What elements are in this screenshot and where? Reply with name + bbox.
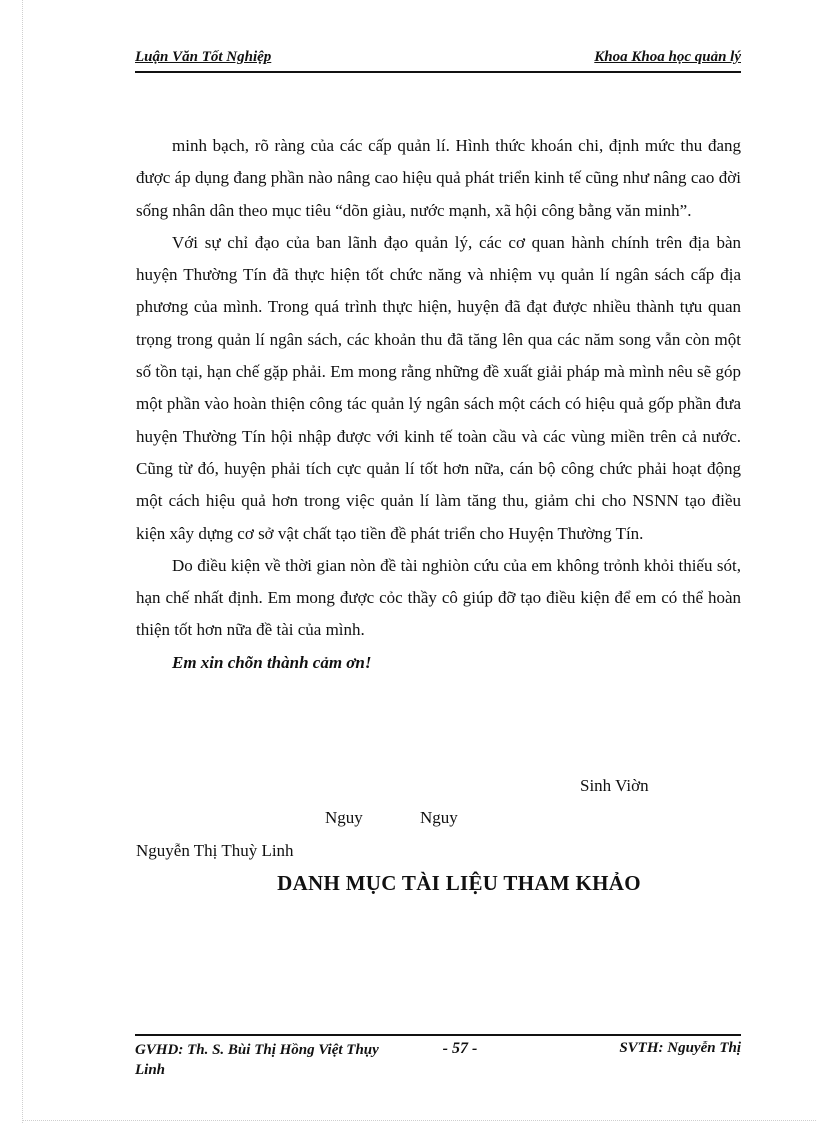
footer-advisor: GVHD: Th. S. Bùi Thị Hồng Việt Thụy Linh [135, 1042, 379, 1078]
signature-role: Sinh Viờn [580, 776, 649, 795]
header-left-title: Luận Văn Tốt Nghiệp [135, 49, 272, 65]
thanks-line: Em xin chõn thành cảm ơn! [172, 652, 372, 672]
body-paragraph-1: minh bạch, rõ ràng của các cấp quản lí. Hình thức khoán chi, định mức thu đang được áp dụng đang phần nào nâng cao hiệu quả phát triển kinh tế cũng như nâng cao đời sống nhân dân theo mục tiêu “dõn giàu, nước mạnh, xã hội công bằng văn minh”. [136, 136, 741, 220]
references-title: DANH MỤC TÀI LIỆU THAM KHẢO [277, 871, 641, 895]
body-paragraph-3: Do điều kiện về thời gian nòn đề tài nghiòn cứu của em không trỏnh khỏi thiếu sót, hạn chế nhất định. Em mong được cỏc thầy cô giúp đỡ tạo điều kiện để em có thể hoàn thiện tốt hơn nữa đề tài của mình. [136, 555, 741, 640]
header-right-title: Khoa Khoa học quản lý [594, 49, 741, 65]
page-footer [135, 1040, 741, 1080]
page-number: - 57 - [442, 1040, 478, 1057]
footer-rule [135, 1034, 741, 1036]
footer-student: SVTH: Nguyễn Thị [619, 1040, 741, 1056]
signature-name: Nguyễn Thị Thuỳ Linh [136, 841, 294, 860]
signature-fragment-2: Nguy [420, 808, 458, 827]
signature-fragment-1: Nguy [325, 808, 363, 827]
page-margin-guide [22, 0, 23, 1123]
page-header [135, 49, 741, 73]
page-bottom-guide [22, 1120, 816, 1121]
document-body [136, 130, 741, 679]
body-paragraph-2: Với sự chỉ đạo của ban lãnh đạo quản lý, các cơ quan hành chính trên địa bàn huyện Thường Tín đã thực hiện tốt chức năng và nhiệm vụ quản lí ngân sách cấp địa phương của mình. Trong quá trình thực hiện, huyện đã đạt được nhiều thành tựu quan trọng trong quản lí ngân sách, các khoản thu đã tăng lên qua các năm song vẫn còn một số tồn tại, hạn chế gặp phải. Em mong rằng những đề xuất giải pháp mà mình nêu sẽ góp một phần vào hoàn thiện công tác quản lý ngân sách một cách có hiệu quả gốp phần đưa huyện Thường Tín hội nhập được với kinh tế toàn cầu và các vùng miền trên cả nước. Cũng từ đó, huyện phải tích cực quản lí tốt hơn nữa, cán bộ công chức phải hoạt động một cách hiệu quả hơn trong việc quản lí làm tăng thu, giảm chi cho NSNN tạo điều kiện xây dựng cơ sở vật chất tạo tiền đề phát triển cho Huyện Thường Tín. [136, 232, 741, 543]
